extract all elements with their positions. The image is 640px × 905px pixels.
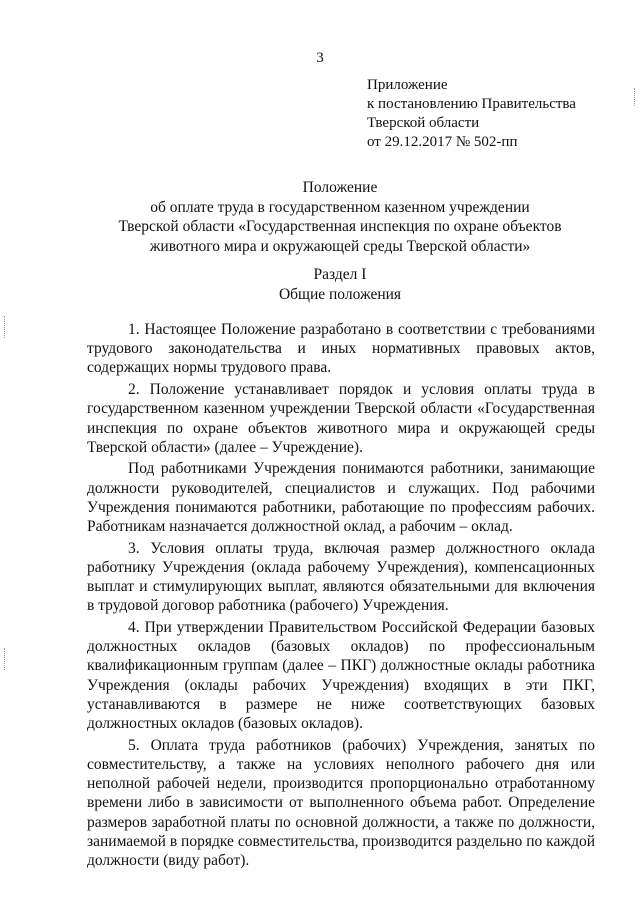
paragraph-1: 1. Настоящее Положение разработано в соответствии с требованиями трудового законодательства и иных нормативных правовых актов, содержащих нормы трудового права. bbox=[87, 321, 595, 377]
paragraph-2-continued: Под работниками Учреждения понимаются работники, занимающие должности руководителей, специалистов и служащих. Под рабочими Учреждения понимаются работники, работающие по профессиям рабочих. Работникам назначается должностной оклад, а рабочим – оклад. bbox=[87, 460, 595, 536]
paragraph-3: 3. Условия оплаты труда, включая размер должностного оклада работнику Учреждения (оклада рабочему Учреждения), компенсационных выплат и стимулирующих выплат, являются обязательными для включения в трудовой договор работника (рабочего) Учреждения. bbox=[87, 539, 595, 615]
approval-line: к постановлению Правительства bbox=[367, 96, 576, 112]
paragraph-2: 2. Положение устанавливает порядок и условия оплаты труда в государственном казенном учреждении Тверской области «Государственная инспекция по охране объектов животного мира и окружающей среды Тверской области» (далее – Учреждение). bbox=[87, 381, 595, 456]
title-line: Тверской области «Государственная инспекция по охране объектов bbox=[118, 218, 562, 235]
section-number: Раздел I bbox=[313, 266, 367, 283]
scan-margin-mark bbox=[634, 88, 636, 106]
scan-margin-mark bbox=[4, 648, 6, 670]
section-heading bbox=[60, 265, 620, 304]
approval-block bbox=[367, 76, 617, 152]
page-number: 3 bbox=[316, 50, 324, 66]
approval-line: Приложение bbox=[367, 77, 448, 93]
approval-line: Тверской области bbox=[367, 115, 480, 131]
title-line: об оплате труда в государственном казенном учреждении bbox=[150, 198, 530, 216]
document-title bbox=[60, 178, 620, 256]
paragraph-4: 4. При утверждении Правительством Российской Федерации базовых должностных окладов (базовых окладов) по профессиональным квалификационным группам (далее – ПКГ) должностные оклады работника Учреждения (оклады рабочих Учреждения) входящих в эти ПКГ, устанавливаются в размере не ниже соответствующих базовых должностных окладов (базовых окладов). bbox=[87, 619, 595, 733]
document-body bbox=[87, 320, 595, 873]
section-name: Общие положения bbox=[278, 285, 402, 303]
paragraph-5: 5. Оплата труда работников (рабочих) Учреждения, занятых по совместительству, а также на условиях неполного рабочего дня или неполной рабочей недели, производится пропорционально отработанному времени либо в зависимости от выполненного объема работ. Определение размеров заработной платы по основной должности, а также по должности, занимаемой в порядке совместительства, производится раздельно по каждой должности (виду работ). bbox=[87, 736, 595, 869]
title-line: Положение bbox=[302, 179, 378, 196]
scan-margin-mark bbox=[4, 316, 6, 338]
approval-date-line: от 29.12.2017 № 502-пп bbox=[367, 134, 518, 150]
title-line: животного мира и окружающей среды Тверской области» bbox=[149, 237, 531, 255]
